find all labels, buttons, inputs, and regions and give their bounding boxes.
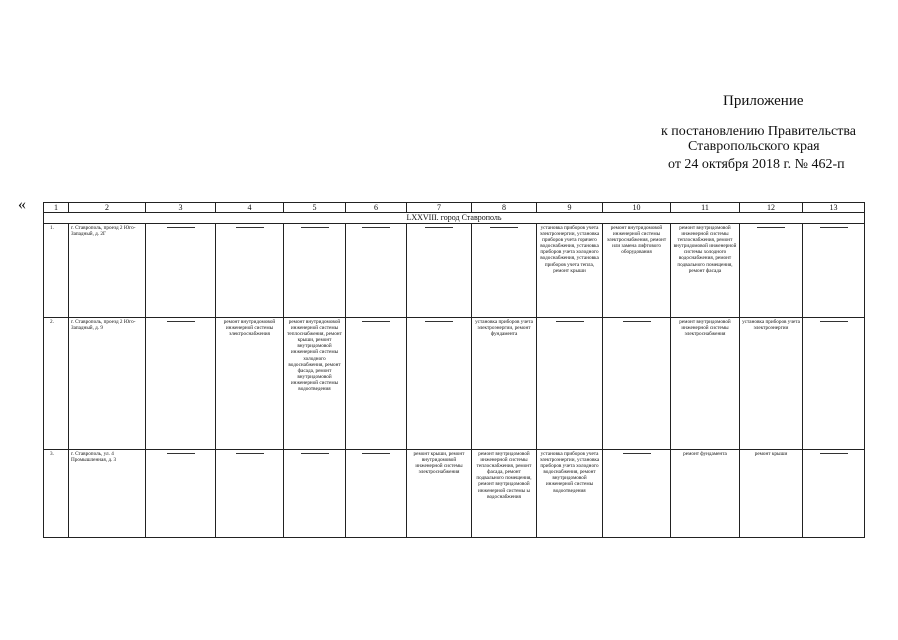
work-cell: [472, 224, 537, 318]
work-cell: ремонт внутридомовой инженерной системы теплоснабжения, ремонт крыши, ремонт внутридомовой инженерной системы холодного водоснабжения, ремонт фасада, ремонт внутридомовой инженерной системы водоотведения: [284, 318, 346, 450]
work-cell: [146, 318, 216, 450]
section-row: [44, 213, 865, 224]
row-number: 2.: [44, 318, 69, 450]
work-cell: ремонт крыши, ремонт внутридомовой инженерной системы электроснабжения: [407, 450, 472, 538]
empty-dash: [362, 453, 390, 454]
col-number: 1: [44, 203, 69, 213]
opening-quote: «: [18, 196, 26, 213]
work-cell: [146, 450, 216, 538]
work-cell: [407, 318, 472, 450]
col-number: 10: [603, 203, 671, 213]
work-cell: [346, 224, 407, 318]
empty-dash: [820, 453, 848, 454]
work-cell: [803, 450, 865, 538]
empty-dash: [757, 227, 785, 228]
col-number: 9: [537, 203, 603, 213]
work-cell: ремонт внутридомовой инженерной системы теплоснабжения, ремонт внутридомовой инженерной системы холодного водоснабжения, ремонт подвального помещения, ремонт фасада: [671, 224, 740, 318]
empty-dash: [556, 321, 584, 322]
region-line: Ставропольского края: [688, 139, 820, 154]
work-cell: [146, 224, 216, 318]
col-number: 8: [472, 203, 537, 213]
col-number: 7: [407, 203, 472, 213]
address-cell: г. Ставрополь, проезд 2 Юго-Западный, д. 9: [69, 318, 146, 450]
work-cell: [284, 450, 346, 538]
date-number-line: от 24 октября 2018 г. № 462-п: [668, 157, 845, 172]
work-cell: [216, 450, 284, 538]
empty-dash: [167, 321, 195, 322]
col-number: 4: [216, 203, 284, 213]
repair-table: [43, 202, 865, 538]
work-cell: [284, 224, 346, 318]
work-cell: [803, 318, 865, 450]
work-cell: [407, 224, 472, 318]
work-cell: ремонт внутридомовой инженерной системы теплоснабжения, ремонт фасада, ремонт подвального помещения, ремонт внутридомовой инженерной системы ы водоснабжения: [472, 450, 537, 538]
address-cell: г. Ставрополь, проезд 2 Юго-Западный, д. 2Г: [69, 224, 146, 318]
work-cell: ремонт фундамента: [671, 450, 740, 538]
col-number: 5: [284, 203, 346, 213]
work-cell: [603, 318, 671, 450]
table-row: [44, 224, 865, 318]
work-cell: [603, 450, 671, 538]
section-title: LXXVIII. город Ставрополь: [44, 213, 865, 224]
col-number: 13: [803, 203, 865, 213]
work-cell: установка приборов учета электроэнергии: [740, 318, 803, 450]
resolution-line: к постановлению Правительства: [661, 124, 857, 139]
col-number: 6: [346, 203, 407, 213]
appendix-title: Приложение: [723, 93, 804, 109]
empty-dash: [820, 321, 848, 322]
work-cell: [537, 318, 603, 450]
empty-dash: [490, 227, 518, 228]
work-cell: [346, 318, 407, 450]
empty-dash: [236, 453, 264, 454]
empty-dash: [362, 321, 390, 322]
table-row: [44, 318, 865, 450]
work-cell: [803, 224, 865, 318]
empty-dash: [236, 227, 264, 228]
table-row: [44, 450, 865, 538]
col-number: 12: [740, 203, 803, 213]
col-number: 11: [671, 203, 740, 213]
work-cell: ремонт внутридомовой инженерной системы электроснабжения: [671, 318, 740, 450]
col-number: 2: [69, 203, 146, 213]
column-number-row: [44, 203, 865, 213]
empty-dash: [301, 227, 329, 228]
work-cell: установка приборов учета электроэнергии, установка приборов учета холодного водоснабжения, ремонт внутридомовой инженерной системы водоотведения: [537, 450, 603, 538]
work-cell: установка приборов учета электроэнергии, установка приборов учета горячего водоснабжения, установка приборов учета холодного водоснабжения, установка приборов учета тепла, ремонт крыши: [537, 224, 603, 318]
empty-dash: [425, 227, 453, 228]
work-cell: [346, 450, 407, 538]
work-cell: установка приборов учета электроэнергии, ремонт фундамента: [472, 318, 537, 450]
empty-dash: [425, 321, 453, 322]
row-number: 1.: [44, 224, 69, 318]
empty-dash: [301, 453, 329, 454]
empty-dash: [362, 227, 390, 228]
empty-dash: [167, 453, 195, 454]
row-number: 3.: [44, 450, 69, 538]
col-number: 3: [146, 203, 216, 213]
empty-dash: [820, 227, 848, 228]
work-cell: ремонт внутридомовой инженерной системы электроснабжения: [216, 318, 284, 450]
work-cell: ремонт внутридомовой инженерной системы электроснабжения, ремонт или замена лифтового оборудования: [603, 224, 671, 318]
work-cell: [740, 224, 803, 318]
address-cell: г. Ставрополь, ул. 4 Промышленная, д. 3: [69, 450, 146, 538]
work-cell: ремонт крыши: [740, 450, 803, 538]
empty-dash: [623, 453, 651, 454]
empty-dash: [623, 321, 651, 322]
empty-dash: [167, 227, 195, 228]
work-cell: [216, 224, 284, 318]
